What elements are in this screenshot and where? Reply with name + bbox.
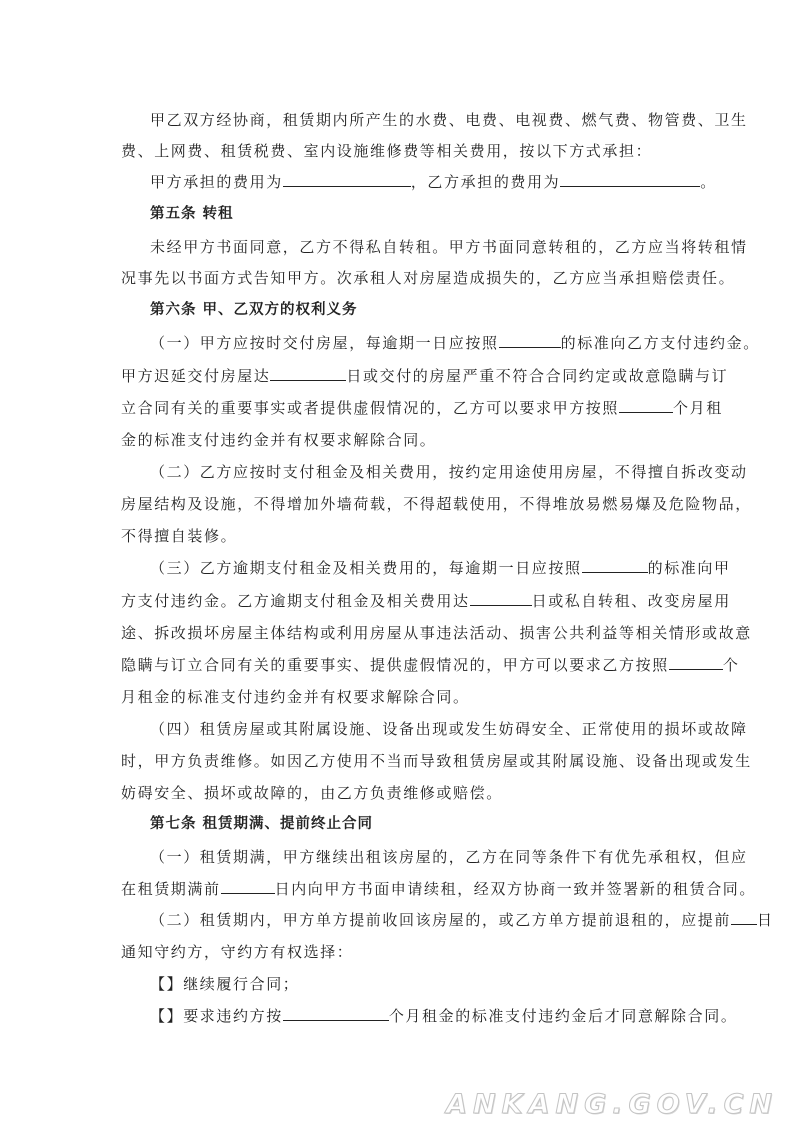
expense-split-line: 甲方承担的费用为 ，乙方承担的费用为 。 [150, 173, 717, 191]
rights-1-line-2: 甲方迟延交付房屋达 日或交付的房屋严重不符合合同约定或故意隐瞒与订 [121, 367, 729, 385]
expiry-1-line-2: 在租赁期满前 日内向甲方书面申请续租，经双方协商一致并签署新的租赁合同。 [121, 880, 757, 898]
expiry-2-line-2: 通知守约方，守约方有权选择： [121, 943, 354, 961]
watermark: ANKANG.GOV.CN [446, 1089, 778, 1120]
option-continue: 【】继续履行合同； [150, 975, 300, 993]
sublease-line-1: 未经甲方书面同意，乙方不得私自转租。甲方书面同意转租的，乙方应当将转租情 [150, 238, 748, 256]
expiry-2-line-1: （二）租赁期内，甲方单方提前收回该房屋的，或乙方单方提前退租的，应提前 日 [150, 911, 774, 929]
late-delivery-rate-blank [499, 333, 561, 348]
party-b-expense-blank [560, 172, 700, 187]
rights-4-line-1: （四）租赁房屋或其附属设施、设备出现或发生妨碍安全、正常使用的损坏或故障 [150, 720, 748, 738]
article-5-heading: 第五条 转租 [150, 206, 234, 222]
rights-2-line-3: 不得擅自装修。 [121, 527, 238, 545]
rights-3-line-5: 月租金的标准支付违约金并有权要求解除合同。 [121, 688, 470, 706]
penalty-months-blank [669, 655, 723, 670]
months-rent-blank [619, 398, 673, 413]
article-6-heading: 第六条 甲、乙双方的权利义务 [150, 302, 358, 318]
rights-3-line-2: 方支付违约金。乙方逾期支付租金及相关费用达 日或私自转租、改变房屋用 [121, 592, 731, 610]
party-a-expense-blank [283, 172, 411, 187]
overdue-days-blank [470, 591, 532, 606]
late-rent-rate-blank [582, 558, 648, 573]
sublease-line-2: 况事先以书面方式告知甲方。次承租人对房屋造成损失的，乙方应当承担赔偿责任。 [121, 269, 736, 287]
rights-1-line-3: 立合同有关的重要事实或者提供虚假情况的，乙方可以要求甲方按照 个月租 [121, 399, 723, 417]
expense-clause-line-2: 费、上网费、租赁税费、室内设施维修费等相关费用，按以下方式承担： [121, 142, 653, 160]
rights-3-line-1: （三）乙方逾期支付租金及相关费用的，每逾期一日应按照 的标准向甲 [150, 559, 731, 577]
rights-3-line-3: 途、拆改损坏房屋主体结构或利用房屋从事违法活动、损害公共利益等相关情形或故意 [121, 624, 752, 642]
renewal-days-blank [221, 879, 275, 894]
rights-1-line-1: （一）甲方应按时交付房屋，每逾期一日应按照 的标准向乙方支付违约金。 [150, 334, 760, 352]
rights-2-line-2: 房屋结构及设施，不得增加外墙荷载，不得超载使用，不得堆放易燃易爆及危险物品， [121, 495, 752, 513]
rights-4-line-3: 妨碍安全、损坏或故障的，由乙方负责维修或赔偿。 [121, 784, 503, 802]
rights-4-line-2: 时，甲方负责维修。如因乙方使用不当而导致租赁房屋或其附属设施、设备出现或发生 [121, 752, 752, 770]
article-7-heading: 第七条 租赁期满、提前终止合同 [150, 816, 374, 832]
expiry-1-line-1: （一）租赁期满，甲方继续出租该房屋的，乙方在同等条件下有优先承租权，但应 [150, 848, 748, 866]
rights-3-line-4: 隐瞒与订立合同有关的重要事实、提供虚假情况的，甲方可以要求乙方按照 个 [121, 656, 740, 674]
option-penalty: 【】要求违约方按 个月租金的标准支付违约金后才同意解除合同。 [150, 1007, 738, 1025]
rights-2-line-1: （二）乙方应按时支付租金及相关费用，按约定用途使用房屋，不得擅自拆改变动 [150, 463, 748, 481]
expense-clause-line-1: 甲乙双方经协商，租赁期内所产生的水费、电费、电视费、燃气费、物管费、卫生 [150, 111, 748, 129]
rights-1-line-4: 金的标准支付违约金并有权要求解除合同。 [121, 431, 437, 449]
delay-days-blank [270, 366, 346, 381]
notice-days-blank [731, 910, 757, 925]
option-months-blank [283, 1006, 389, 1021]
